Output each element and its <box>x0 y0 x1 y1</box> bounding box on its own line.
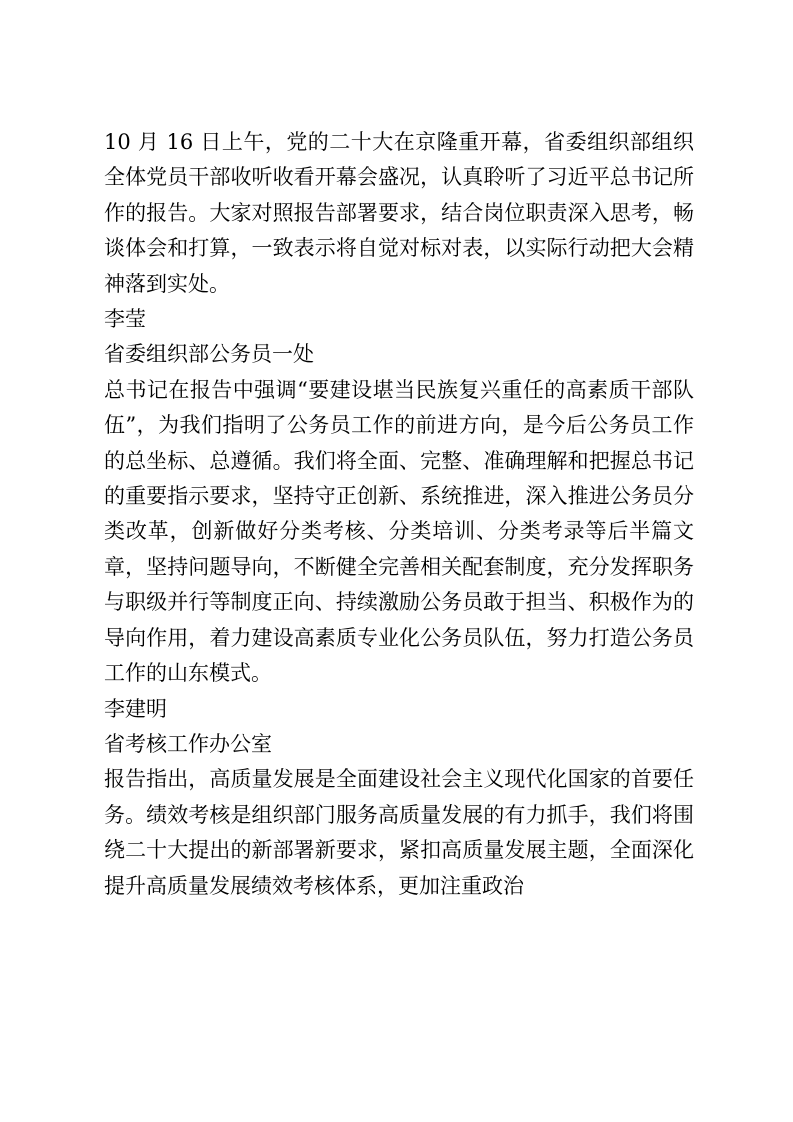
paragraph-li-ying-remarks: 总书记在报告中强调“要建设堪当民族复兴重任的高素质干部队伍”，为我们指明了公务员工作的前进方向，是今后公务员工作的总坐标、总遵循。我们将全面、完整、准确理解和把握总书记的重要指示要求，坚持守正创新、系统推进，深入推进公务员分类改革，创新做好分类考核、分类培训、分类考录等后半篇文章，坚持问题导向，不断健全完善相关配套制度，充分发挥职务与职级并行等制度正向、持续激励公务员敢于担当、积极作为的导向作用，着力建设高素质专业化公务员队伍，努力打造公务员工作的山东模式。 <box>104 377 694 686</box>
author-unit-civil-servant-office: 省委组织部公务员一处 <box>104 342 314 367</box>
author-name-li-jianming: 李建明 <box>104 696 167 721</box>
document-page <box>104 125 694 904</box>
paragraph-opening: 10 月 16 日上午，党的二十大在京隆重开幕，省委组织部组织全体党员干部收听收看开幕会盛况，认真聆听了习近平总书记所作的报告。大家对照报告部署要求，结合岗位职责深入思考，畅谈体会和打算，一致表示将自觉对标对表，以实际行动把大会精神落到实处。 <box>104 130 694 296</box>
paragraph-li-jianming-remarks: 报告指出，高质量发展是全面建设社会主义现代化国家的首要任务。绩效考核是组织部门服务高质量发展的有力抓手，我们将围绕二十大提出的新部署新要求，紧扣高质量发展主题，全面深化提升高质量发展绩效考核体系，更加注重政治 <box>104 767 694 898</box>
author-name-li-ying: 李莹 <box>104 307 146 332</box>
author-unit-assessment-office: 省考核工作办公室 <box>104 731 272 756</box>
